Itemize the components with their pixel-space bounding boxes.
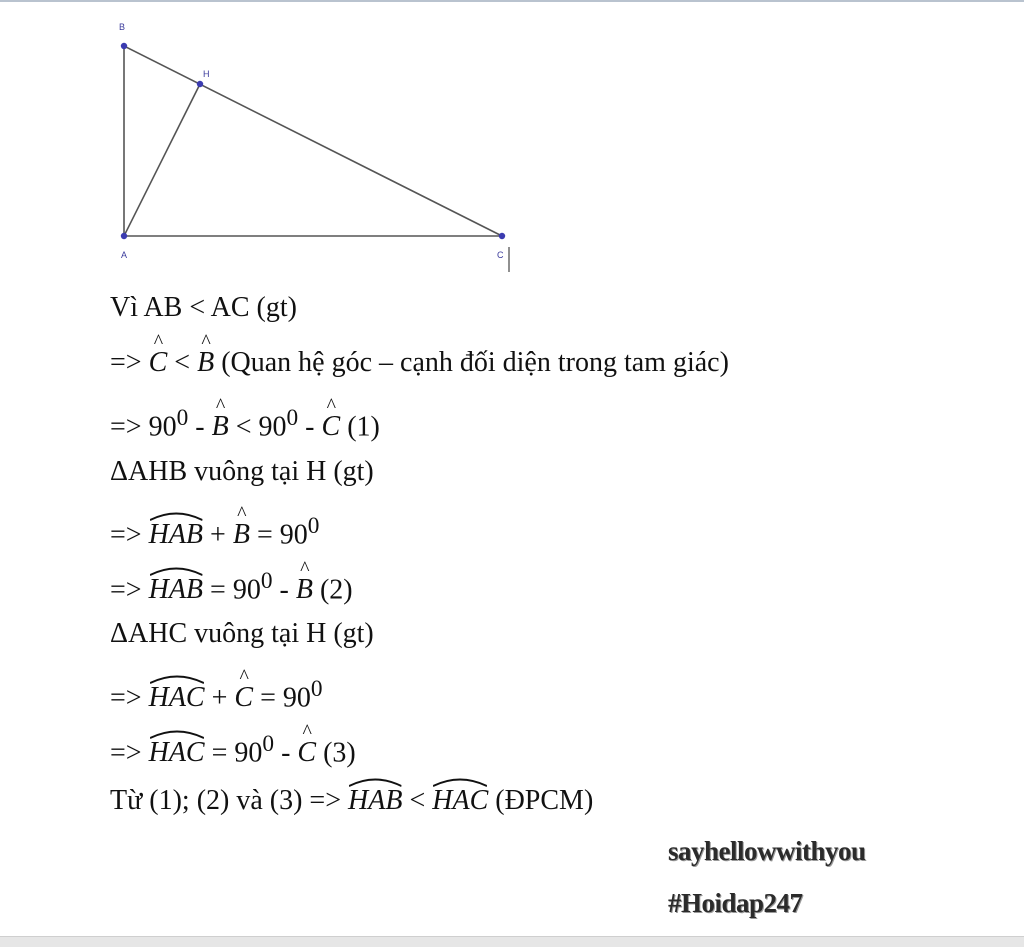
line-6-minus: - [272,574,296,606]
angle-hac-text: HAC [148,737,205,769]
angle-hab-text: HAB [148,519,204,551]
bottom-scroll-bar [0,936,1024,947]
proof-line-6 [110,559,353,606]
angle-hac-arc [432,777,488,823]
line-9-minus: - [274,737,298,769]
proof-line-7 [110,612,374,656]
angle-hac-arc [149,674,205,720]
line-8-prefix: => [110,682,149,714]
line-4-text: ΔAHB vuông tại H (gt) [110,456,374,487]
line-9-prefix: => [110,737,149,769]
angle-c-hat: ^ C [297,731,316,775]
degree-sup: 0 [260,568,273,594]
proof-line-9 [110,722,356,769]
line-5-prefix: => [110,519,149,551]
proof-line-5 [110,504,320,551]
point-h [197,81,203,87]
angle-hab-text: HAB [348,785,403,816]
arc-mark [149,729,205,739]
line-2-prefix: => [110,347,149,378]
angle-hab-arc [348,777,402,823]
angle-b-hat: ^ B [212,405,229,449]
signature-author: sayhellowwithyou [668,836,866,866]
proof-line-10 [110,777,593,821]
top-border [0,0,1024,2]
line-10-tail: (ĐPCM) [488,785,594,816]
angle-hac-text: HAC [432,785,489,816]
label-a: A [121,250,128,260]
label-b: B [119,22,126,32]
line-6-eq: = 90 [203,574,261,606]
line-9-tail: (3) [316,737,356,769]
proof-line-3 [110,396,380,443]
angle-b-hat: ^ B [197,341,214,385]
angle-hab-text: HAB [148,574,204,606]
line-1-text: Vì AB < AC (gt) [110,292,297,323]
point-a [121,233,127,239]
line-8-eq: = 90 [253,682,311,714]
proof-line-4 [110,450,374,494]
angle-c-hat: ^ C [234,676,253,720]
line-2-lt: < [167,347,198,378]
angle-hab-arc [149,566,203,612]
line-9-eq: = 90 [204,737,263,769]
point-c [499,233,505,239]
proof-line-2 [110,341,729,385]
arc-mark [348,777,402,787]
line-7-text: ΔAHC vuông tại H (gt) [110,618,374,649]
degree-sup: 0 [176,405,189,431]
segment-bc [124,46,502,236]
signature-tag: #Hoidap247 [668,888,803,918]
triangle-figure [100,14,530,280]
arc-mark [149,566,203,576]
line-3-prefix: => 90 [110,411,177,443]
proof-line-1 [110,286,297,330]
line-3-minus: - [188,411,212,443]
label-c: C [497,250,504,260]
line-6-tail: (2) [312,574,353,606]
line-5-eq: = 90 [249,519,308,551]
angle-hac-arc [149,729,205,775]
degree-sup: 0 [307,513,320,539]
line-3-tail: (1) [340,411,380,443]
angle-hac-text: HAC [148,682,205,714]
proof-line-8 [110,667,323,714]
line-8-plus: + [204,682,235,714]
line-10-prefix: Từ (1); (2) và (3) => [110,785,349,816]
line-10-lt: < [402,785,433,816]
arc-mark [432,777,488,787]
line-3-mid: < 90 [228,411,287,443]
arc-mark [149,511,203,521]
line-6-prefix: => [110,574,149,606]
angle-hab-arc [149,511,203,557]
line-2-tail: (Quan hệ góc – cạnh đối diện trong tam giác) [214,347,729,378]
segment-ah [124,84,200,236]
arc-mark [149,674,205,684]
degree-sup: 0 [310,676,323,702]
angle-c-hat: ^ C [149,341,168,385]
label-h: H [203,69,210,79]
angle-b-hat: ^ B [296,568,313,612]
line-3-minus: - [298,411,322,443]
triangle-diagram [100,14,530,280]
angle-b-hat: ^ B [233,513,250,557]
line-5-plus: + [203,519,233,551]
degree-sup: 0 [286,405,299,431]
angle-c-hat: ^ C [322,405,341,449]
point-b [121,43,127,49]
degree-sup: 0 [262,731,275,757]
